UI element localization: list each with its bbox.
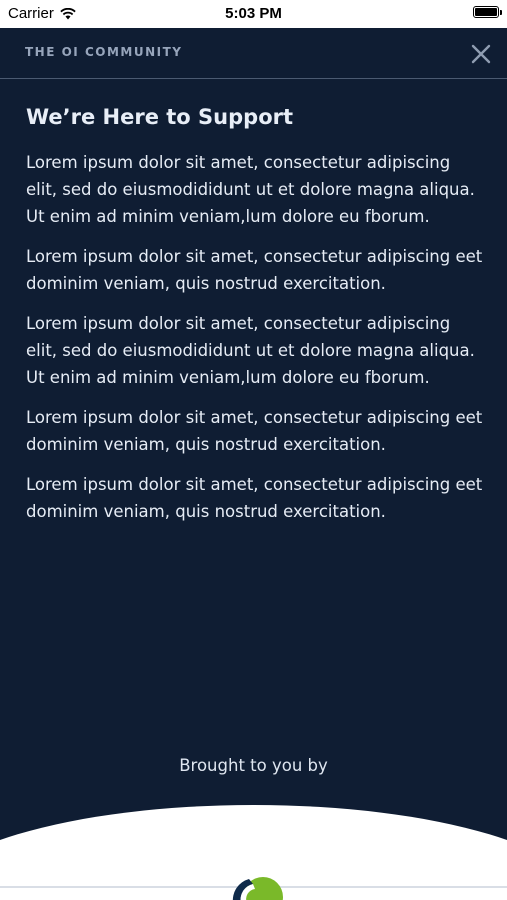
paragraph: Lorem ipsum dolor sit amet, consectetur adipiscing eet dominim veniam, quis nostrud exercitation. xyxy=(26,408,483,454)
header-title: THE OI COMMUNITY xyxy=(25,45,183,59)
battery-fill xyxy=(475,8,497,16)
close-button[interactable] xyxy=(469,42,493,66)
page-title: We’re Here to Support xyxy=(26,105,294,129)
paragraph: Lorem ipsum dolor sit amet, consectetur adipiscing eet dominim veniam, quis nostrud exercitation. xyxy=(26,247,483,293)
status-bar xyxy=(0,0,507,28)
header xyxy=(0,28,507,79)
status-time: 5:03 PM xyxy=(225,5,282,22)
paragraph: Lorem ipsum dolor sit amet, consectetur adipiscing elit, sed do eiusmodididunt ut et dolore magna aliqua. Ut enim ad minim veniam,lum dolore eu fborum. xyxy=(26,314,475,387)
sponsor-logo-icon[interactable] xyxy=(219,873,291,900)
paragraph: Lorem ipsum dolor sit amet, consectetur adipiscing elit, sed do eiusmodididunt ut et dolore magna aliqua. Ut enim ad minim veniam,lum dolore eu fborum. xyxy=(26,153,475,226)
paragraph: Lorem ipsum dolor sit amet, consectetur adipiscing eet dominim veniam, quis nostrud exercitation. xyxy=(26,475,483,521)
battery-icon xyxy=(473,6,499,18)
carrier-label: Carrier xyxy=(8,5,54,22)
battery-indicator xyxy=(473,6,499,18)
main-content xyxy=(26,105,486,538)
close-icon xyxy=(469,42,493,66)
brought-to-you-by-label: Brought to you by xyxy=(179,756,328,775)
